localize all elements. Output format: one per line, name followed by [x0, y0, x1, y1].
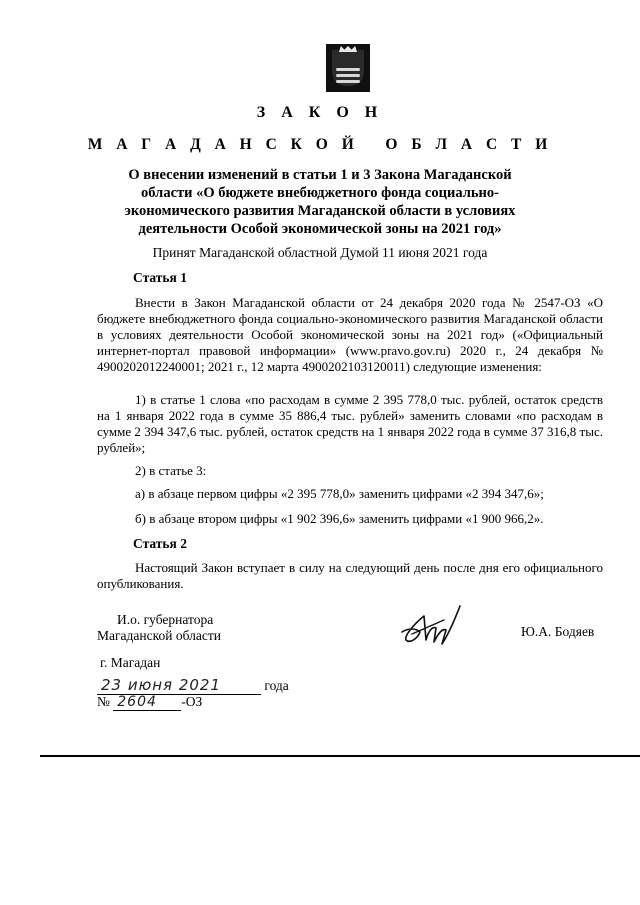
city: г. Магадан: [100, 655, 161, 670]
number-suffix: -ОЗ: [181, 694, 203, 709]
region-title: М А Г А Д А Н С К О Й О Б Л А С Т И: [87, 136, 553, 153]
article-2-text: Настоящий Закон вступает в силу на следующий день после дня его официального опубликования.: [97, 560, 603, 591]
article-1-item-1: 1) в статье 1 слова «по расходам в сумме 2 395 778,0 тыс. рублей, остаток средств на 1 января 2022 года в сумме 35 886,4 тыс. рублей» заменить словами «по расходам в сумме 2 394 347,6 тыс. рублей, остаток средств на 1 января 2022 года в сумме 37 316,8 тыс. рублей»;: [97, 392, 603, 455]
article-1-item-2a: а) в абзаце первом цифры «2 395 778,0» заменить цифрами «2 394 347,6»;: [135, 486, 544, 501]
signatory-role: [97, 612, 221, 644]
law-number: [97, 694, 202, 711]
bottom-divider: [40, 755, 640, 757]
coat-of-arms-icon: [326, 44, 370, 92]
article-1-item-2b: б) в абзаце втором цифры «1 902 396,6» заменить цифрами «1 900 966,2».: [135, 511, 544, 526]
article-1-item-2: 2) в статье 3:: [135, 463, 207, 478]
article-1-intro: Внести в Закон Магаданской области от 24 декабря 2020 года № 2547-ОЗ «О бюджете внебюджетного фонда социально-экономического развития Магаданской области в условиях деятельности Особой экономической зоны на 2021 год» («Официальный интернет-портал правовой информации» (www.pravo.gov.ru) 2020 г., 24 декабря № 4900202012240001; 2021 г., 12 марта 4900202103120011) следующие изменения:: [97, 295, 603, 374]
document-type: З А К О Н: [256, 104, 384, 121]
adoption-note: Принят Магаданской областной Думой 11 июня 2021 года: [152, 245, 488, 260]
date-suffix: года: [264, 678, 289, 693]
number-prefix: №: [97, 694, 110, 709]
law-subject: О внесении изменений в статьи 1 и 3 Закона Магаданской области «О бюджете внебюджетного фонда социально-экономического развития Магаданской области в условиях деятельности Особой экономической зоны на 2021 год»: [124, 167, 516, 237]
article-2-title: Статья 2: [133, 536, 187, 551]
signing-date: [97, 676, 289, 695]
handwritten-number: 2604: [113, 694, 181, 711]
handwritten-signature-icon: [398, 602, 464, 648]
signatory-name: Ю.А. Бодяев: [521, 624, 595, 639]
handwritten-date: 23 июня 2021: [97, 676, 261, 695]
signatory-role-line-1: И.о. губернатора: [117, 612, 214, 627]
signatory-role-line-2: Магаданской области: [97, 628, 221, 643]
article-1-title: Статья 1: [133, 270, 187, 285]
